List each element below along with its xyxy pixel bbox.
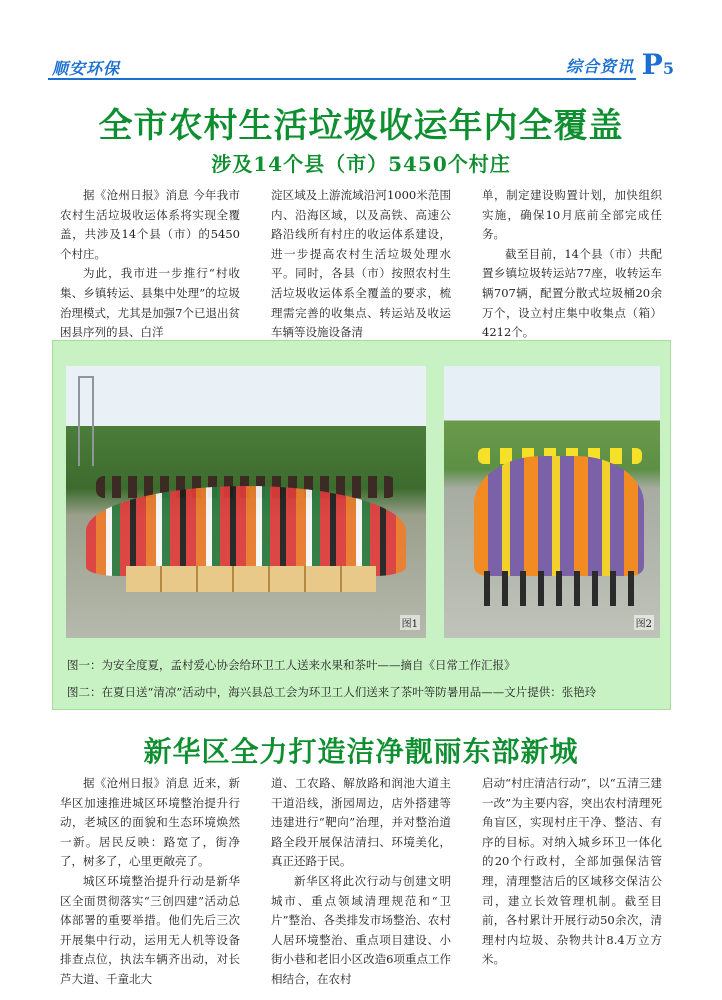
article1-column-1 — [60, 186, 240, 343]
workers-legs — [484, 571, 634, 606]
photo-caption-1: 图一：为安全度夏，孟村爱心协会给环卫工人送来水果和茶叶——摘自《日常工作汇报》 — [67, 658, 516, 672]
photo-group-volunteers — [66, 366, 426, 638]
article2-title: 新华区全力打造洁净靓丽东部新城 — [143, 735, 579, 768]
photo-panel — [52, 340, 671, 710]
article1-title: 全市农村生活垃圾收运年内全覆盖 — [98, 106, 624, 146]
paragraph: 为此，我市进一步推行“村收集、乡镇转运、县集中处理”的垃圾治理模式，尤其是加强7个已退出贫困县序列的县、白洋 — [60, 266, 240, 340]
photo-sanitation-workers — [444, 366, 660, 638]
article2-body — [60, 774, 662, 990]
page-number — [642, 48, 674, 81]
header-rule — [48, 78, 636, 80]
page-header — [48, 48, 674, 82]
paragraph: 据《沧州日报》消息 近来，新华区加速推进城区环境整治提升行动，老城区的面貌和生态环境焕然一新。居民反映：路宽了，街净了，树多了，心里更敞亮了。 — [60, 776, 240, 869]
fruit-boxes — [126, 566, 376, 592]
page-letter: P — [641, 48, 663, 81]
photo1-label: 图1 — [400, 615, 420, 630]
tower-shape — [78, 376, 94, 466]
page-digit: 5 — [662, 59, 674, 78]
paragraph: 截至目前，14个县（市）共配置乡镇垃圾转运站77座，收转运车辆707辆，配置分散式垃圾桶20余万个，设立村庄集中收集点（箱）4212个。 — [482, 246, 662, 340]
paragraph: 城区环境整治提升行动是新华区全面贯彻落实“三创四建”活动总体部署的重要举措。他们先后三次开展集中行动，运用无人机等设备排查点位，执法车辆齐出动，对长芦大道、千童北大 — [60, 873, 240, 986]
article1-column-2 — [271, 186, 451, 343]
article1-subtitle: 涉及14个县（市）5450个村庄 — [211, 152, 511, 176]
paragraph: 单，制定建设购置计划，加快组织实施，确保10月底前全部完成任务。 — [482, 188, 662, 242]
article2-column-2 — [271, 774, 451, 990]
photo-caption-2: 图二：在夏日送“清凉”活动中，海兴县总工会为环卫工人们送来了茶叶等防暑用品——文片提供：张艳玲 — [67, 685, 597, 699]
photo2-label: 图2 — [634, 615, 654, 630]
paragraph: 道、工农路、解放路和润池大道主干道沿线，浙园周边，店外搭建等违建进行“靶向”治理，并对整治道路全段开展保洁清扫、环境美化，真正还路于民。 — [271, 776, 451, 869]
paragraph: 据《沧州日报》消息 今年我市农村生活垃圾收运体系将实现全覆盖，共涉及14个县（市）的5450个村庄。 — [60, 188, 240, 261]
newspaper-name: 顺安环保 — [52, 59, 121, 78]
section-name: 综合资讯 — [565, 57, 634, 76]
article1-body — [60, 186, 662, 343]
paragraph: 新华区将此次行动与创建文明城市、重点领域清理规范和“卫片”整治、各类排发市场整治、农村人居环境整治、重点项目建设、小街小巷和老旧小区改造6项重点工作相结合，在农村 — [271, 873, 451, 986]
paragraph: 启动“村庄清洁行动”，以“五清三建一改”为主要内容，突出农村清理死角盲区，实现村庄干净、整洁、有序的目标。对纳入城乡环卫一体化的20个行政村，全部加强保洁管理，清理整洁后的区域移交保洁公司，建立长效管理机制。截至目前，各村累计开展行动50余次，清理村内垃圾、杂物共计8.4万立方米。 — [482, 776, 662, 967]
crowd-shape — [86, 486, 406, 576]
article1-column-3 — [482, 186, 662, 343]
workers-shape — [474, 456, 644, 576]
paragraph: 淀区域及上游流域沿河1000米范围内、沿海区域，以及高铁、高速公路沿线所有村庄的收运体系建设，进一步提高农村生活垃圾处理水平。同时，各县（市）按照农村生活垃圾收运体系全覆盖的要求，梳理需完善的收集点、转运站及收运车辆等设施设备清 — [271, 188, 451, 340]
article2-column-3 — [482, 774, 662, 990]
article2-column-1 — [60, 774, 240, 990]
